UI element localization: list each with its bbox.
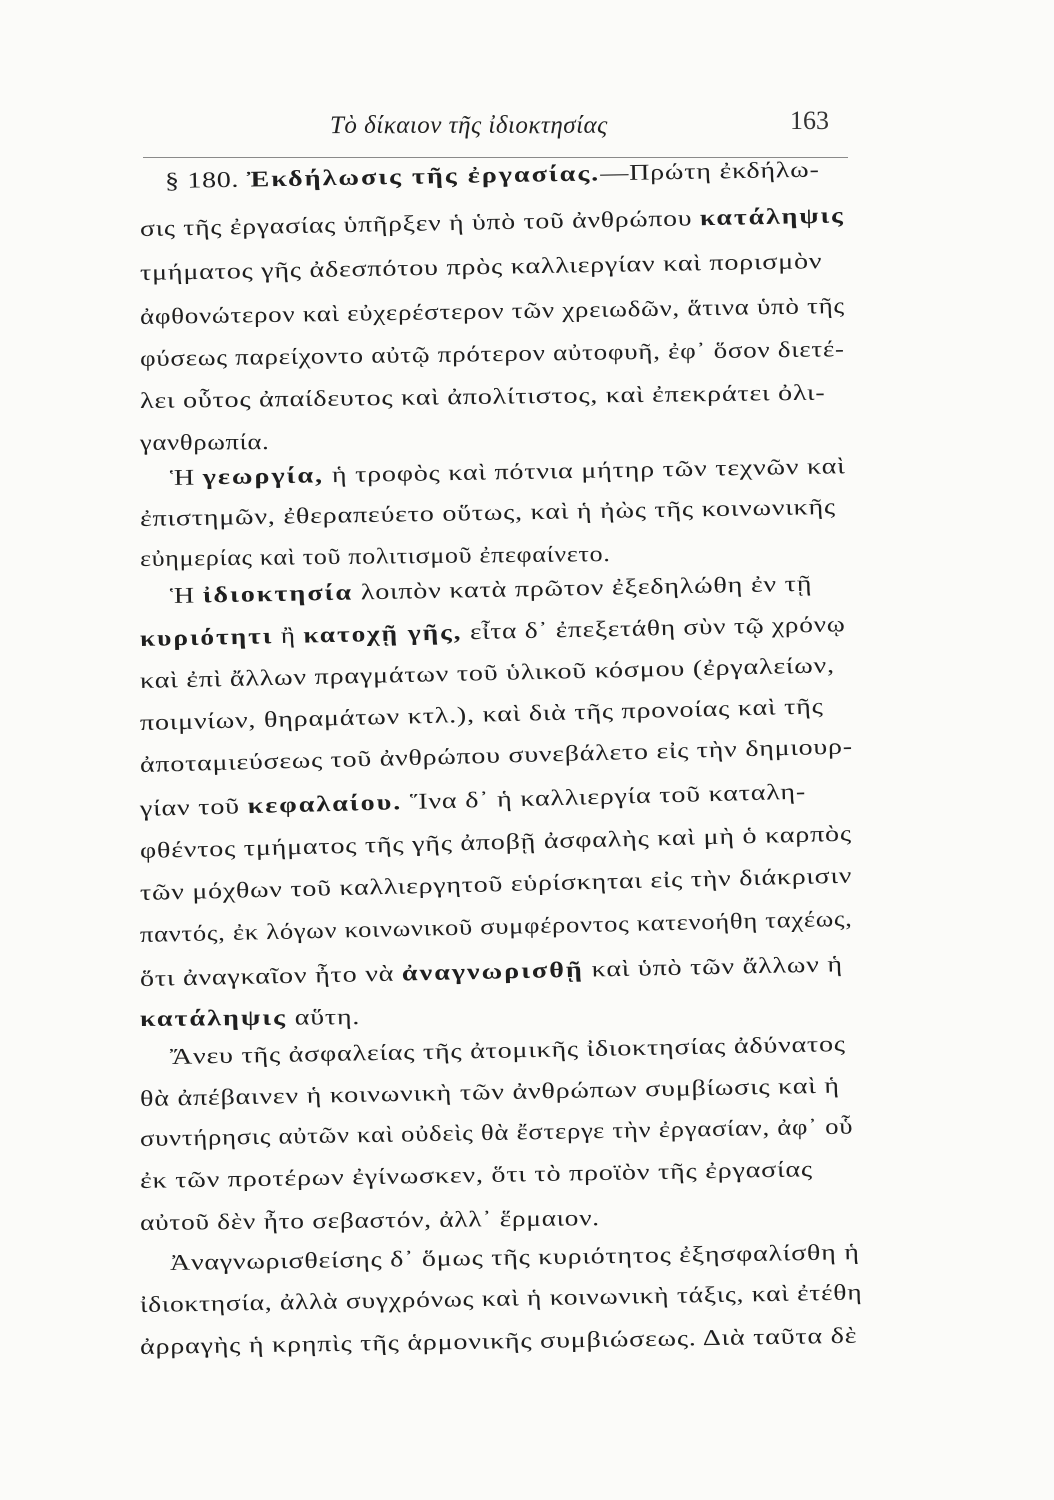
text-run: ποιμνίων, θηραμάτων κτλ.), καὶ διὰ τῆς προνοίας καὶ τῆς — [139, 693, 824, 735]
emphasized-term: γεωργία, — [202, 462, 325, 490]
text-line — [170, 453, 846, 491]
text-run: ἡ τροφὸς καὶ πότνια μήτηρ τῶν τεχνῶν καὶ — [323, 453, 846, 488]
text-run: συντήρησις αὐτῶν καὶ οὐδεὶς θὰ ἔστεργε τὴν ἐργασίαν, ἀφ᾽ οὗ — [139, 1113, 854, 1151]
page-number: 163 — [790, 106, 829, 135]
text-run: θὰ ἀπέβαινεν ἡ κοινωνικὴ τῶν ἀνθρώπων συμβίωσις καὶ ἡ — [139, 1072, 840, 1111]
text-line — [140, 733, 853, 778]
text-run: Ἵνα δ᾽ ἡ καλλιεργία τοῦ καταλη- — [401, 778, 807, 815]
text-run: φθέντος τμήματος τῆς γῆς ἀποβῇ ἀσφαλὴς καὶ μὴ ὁ καρπὸς — [139, 820, 852, 863]
text-line — [140, 863, 853, 906]
text-run: εἶτα δ᾽ ἐπεξετάθη σὺν τῷ χρόνῳ — [462, 611, 846, 645]
text-line — [140, 1114, 854, 1152]
text-run: ἐκ τῶν προτέρων ἐγίνωσκεν, ὅτι τὸ προϊὸν τῆς ἐργασίας — [139, 1156, 813, 1193]
text-run: καὶ ὑπὸ τῶν ἄλλων ἡ — [583, 951, 844, 982]
text-line — [140, 380, 826, 414]
emphasized-term: Ἐκδήλωσις τῆς ἐργασίας. — [246, 160, 601, 192]
section-number: § 180. — [164, 166, 247, 193]
text-line — [140, 1073, 840, 1112]
text-run: —Πρώτη ἐκδήλω- — [599, 156, 820, 186]
text-run: Ἡ — [169, 582, 203, 608]
text-run: τμήματος γῆς ἀδεσπότου πρὸς καλλιεργίαν καὶ πορισμὸν — [139, 248, 823, 285]
text-run: ἀρραγὴς ἡ κρηπὶς τῆς ἁρμονικῆς συμβιώσεως. Διὰ ταῦτα δὲ — [139, 1322, 858, 1359]
text-line — [170, 571, 813, 609]
emphasized-term: κατοχῇ γῆς, — [303, 619, 463, 648]
text-run: γίαν τοῦ — [139, 793, 248, 821]
text-run: ἰδιοκτησία, ἀλλὰ συγχρόνως καὶ ἡ κοινωνικὴ τάξις, καὶ ἐτέθη — [139, 1279, 863, 1317]
text-line — [140, 779, 807, 822]
text-run: ἐπιστημῶν, ἐθεραπεύετο οὕτως, καὶ ἡ ἠὼς τῆς κοινωνικῆς — [139, 493, 837, 531]
text-run: ἀφθονώτερον καὶ εὐχερέστερον τῶν χρειωδῶν, ἅτινα ὑπὸ τῆς — [139, 292, 846, 329]
text-line — [170, 1239, 860, 1276]
text-line — [140, 693, 824, 736]
text-line — [140, 248, 823, 286]
text-line — [140, 821, 852, 864]
text-run: Ἡ — [169, 464, 203, 490]
text-run: φύσεως παρείχοντο αὐτῷ πρότερον αὐτοφυῆ, ἐφ᾽ ὅσον διετέ- — [139, 336, 845, 371]
text-line — [140, 494, 836, 532]
emphasized-term: κατάληψις — [139, 1004, 287, 1031]
text-run: ἢ — [272, 622, 304, 649]
text-run: εὐημερίας καὶ τοῦ πολιτισμοῦ ἐπεφαίνετο. — [139, 541, 611, 571]
text-line — [140, 951, 843, 992]
text-line — [140, 1205, 600, 1236]
text-run: λει οὗτος ἀπαίδευτος καὶ ἀπολίτιστος, καὶ ἐπεκράτει ὀλι- — [139, 379, 826, 413]
text-line — [140, 1004, 360, 1032]
text-line — [140, 293, 845, 330]
text-line — [140, 1156, 813, 1194]
text-line — [140, 611, 846, 652]
text-run: αὕτη. — [286, 1004, 361, 1030]
text-line — [140, 202, 845, 242]
text-line — [165, 157, 820, 194]
text-line — [170, 1031, 846, 1070]
text-line — [140, 541, 611, 572]
text-line — [140, 429, 270, 456]
emphasized-term: κεφαλαίου. — [247, 789, 403, 819]
text-line — [140, 1279, 863, 1318]
text-run: γανθρωπία. — [139, 429, 270, 455]
text-run: τῶν μόχθων τοῦ καλλιεργητοῦ εὑρίσκηται εἰς τὴν διάκρισιν — [139, 862, 853, 905]
text-run: Ἀναγνωρισθείσης δ᾽ ὅμως τῆς κυριότητος ἐξησφαλίσθη ἡ — [169, 1239, 860, 1275]
emphasized-term: ἰδιοκτησία — [202, 579, 354, 608]
emphasized-term: κατάληψις — [699, 202, 845, 231]
running-title: Τὸ δίκαιον τῆς ἰδιοκτησίας — [330, 112, 608, 139]
text-run: παντός, ἐκ λόγων κοινωνικοῦ συμφέροντος κατενοήθη ταχέως, — [139, 905, 853, 947]
text-run: ἀποταμιεύσεως τοῦ ἀνθρώπου συνεβάλετο εἰς τὴν δημιουρ- — [139, 733, 854, 777]
text-line — [140, 336, 845, 372]
text-line — [140, 1323, 858, 1360]
text-run: σις τῆς ἐργασίας ὑπῆρξεν ἡ ὑπὸ τοῦ ἀνθρώπου — [139, 205, 701, 241]
text-run: Ἄνευ τῆς ἀσφαλείας τῆς ἀτομικῆς ἰδιοκτησίας ἀδύνατος — [169, 1031, 846, 1069]
text-line — [140, 906, 853, 948]
text-run: καὶ ἐπὶ ἄλλων πραγμάτων τοῦ ὑλικοῦ κόσμου (ἐργαλείων, — [139, 652, 835, 693]
text-line — [140, 652, 835, 694]
text-run: λοιπὸν κατὰ πρῶτον ἐξεδηλώθη ἐν τῇ — [352, 570, 813, 605]
text-run: αὐτοῦ δὲν ἦτο σεβαστόν, ἀλλ᾽ ἕρμαιον. — [139, 1205, 600, 1235]
emphasized-term: ἀναγνωρισθῇ — [401, 956, 585, 986]
emphasized-term: κυριότητι — [139, 623, 274, 651]
text-run: ὅτι ἀναγκαῖον ἦτο νὰ — [139, 960, 403, 991]
